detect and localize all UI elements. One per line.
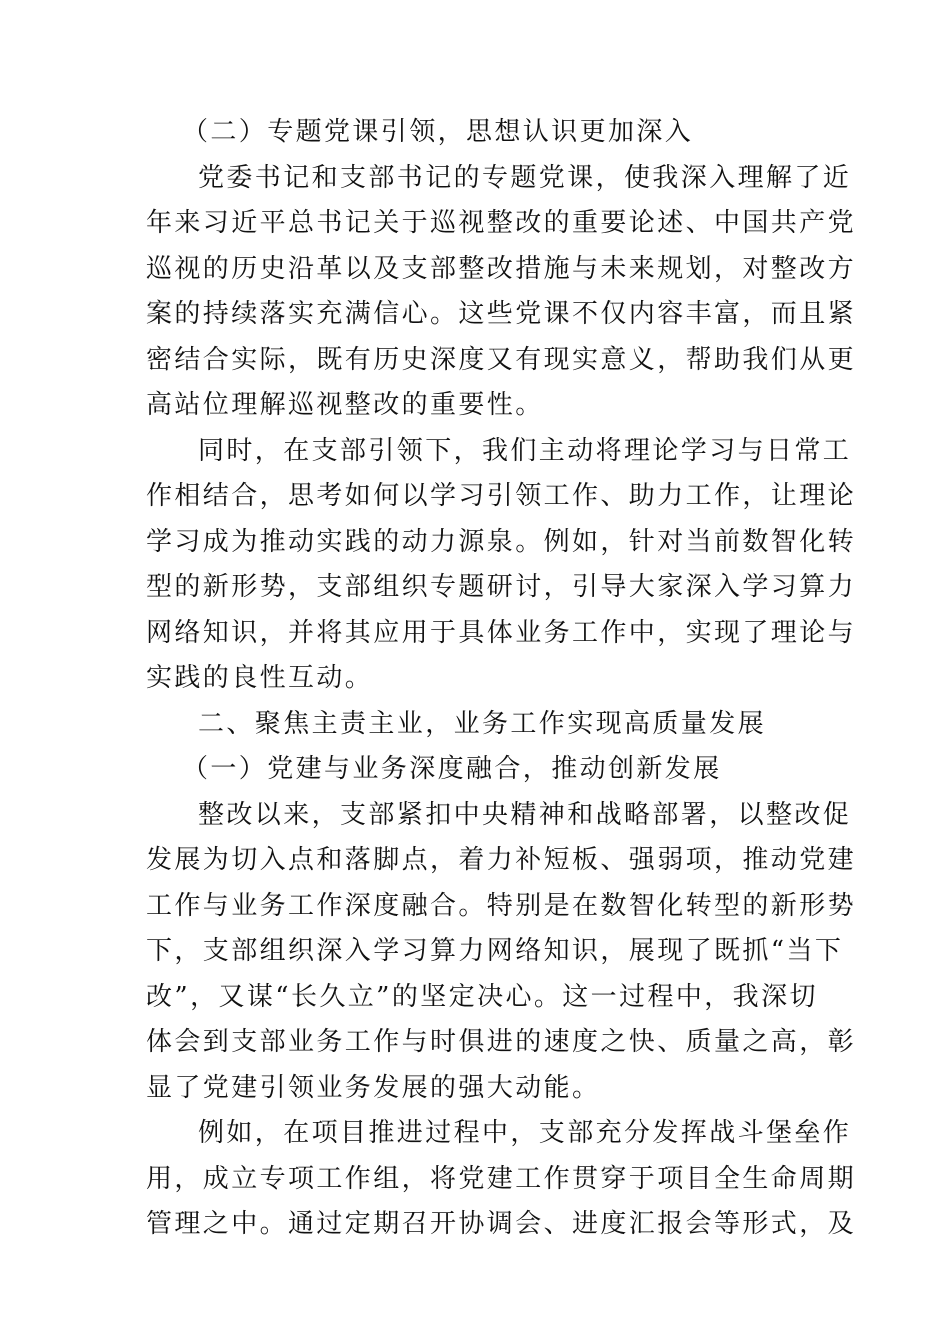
paragraph-line: 显了党建引领业务发展的强大动能。 bbox=[146, 1072, 601, 1103]
paragraph-line: 同时，在支部引领下，我们主动将理论学习与日常工 bbox=[198, 435, 852, 466]
paragraph-line: 例如，在项目推进过程中，支部充分发挥战斗堡垒作 bbox=[198, 1118, 852, 1148]
paragraph-line: 党委书记和支部书记的专题党课，使我深入理解了近 bbox=[198, 162, 852, 193]
paragraph-line: 发展为切入点和落脚点，着力补短板、强弱项，推动党建 bbox=[146, 845, 857, 875]
paragraph-line: 工作与业务工作深度融合。特别是在数智化转型的新形势 bbox=[146, 890, 857, 921]
paragraph-line: 下，支部组织深入学习算力网络知识，展现了既抓“当下 bbox=[146, 936, 844, 966]
paragraph-line: 改”，又谋“长久立”的坚定决心。这一过程中，我深切 bbox=[146, 981, 818, 1012]
paragraph-line: 管理之中。通过定期召开协调会、进度汇报会等形式，及 bbox=[146, 1209, 857, 1239]
paragraph bbox=[146, 429, 857, 702]
paragraph-line: 网络知识，并将其应用于具体业务工作中，实现了理论与 bbox=[146, 617, 857, 648]
paragraph-line: 高站位理解巡视整改的重要性。 bbox=[146, 390, 544, 420]
document-body bbox=[146, 110, 857, 1248]
paragraph-line: 实践的良性互动。 bbox=[146, 663, 374, 693]
section-heading: （二）专题党课引领，思想认识更加深入 bbox=[182, 117, 694, 147]
chapter-heading: 二、聚焦主责主业，业务工作实现高质量发展 bbox=[198, 708, 767, 739]
paragraph-line: 型的新形势，支部组织专题研讨，引导大家深入学习算力 bbox=[146, 572, 857, 602]
paragraph-line: 密结合实际，既有历史深度又有现实意义，帮助我们从更 bbox=[146, 344, 857, 375]
paragraph-line: 年来习近平总书记关于巡视整改的重要论述、中国共产党 bbox=[146, 208, 857, 238]
paragraph-line: 案的持续落实充满信心。这些党课不仅内容丰富，而且紧 bbox=[146, 299, 857, 329]
paragraph bbox=[146, 156, 857, 429]
paragraph bbox=[146, 1111, 857, 1248]
paragraph-line: 巡视的历史沿革以及支部整改措施与未来规划，对整改方 bbox=[146, 253, 857, 284]
paragraph-line: 用，成立专项工作组，将党建工作贯穿于项目全生命周期 bbox=[146, 1163, 857, 1194]
paragraph-line: 作相结合，思考如何以学习引领工作、助力工作，让理论 bbox=[146, 481, 857, 511]
paragraph-line: 整改以来，支部紧扣中央精神和战略部署，以整改促 bbox=[198, 799, 852, 830]
paragraph bbox=[146, 793, 857, 1112]
paragraph-line: 体会到支部业务工作与时俱进的速度之快、质量之高，彰 bbox=[146, 1027, 857, 1057]
section-heading: （一）党建与业务深度融合，推动创新发展 bbox=[182, 754, 722, 784]
paragraph-line: 学习成为推动实践的动力源泉。例如，针对当前数智化转 bbox=[146, 526, 857, 557]
